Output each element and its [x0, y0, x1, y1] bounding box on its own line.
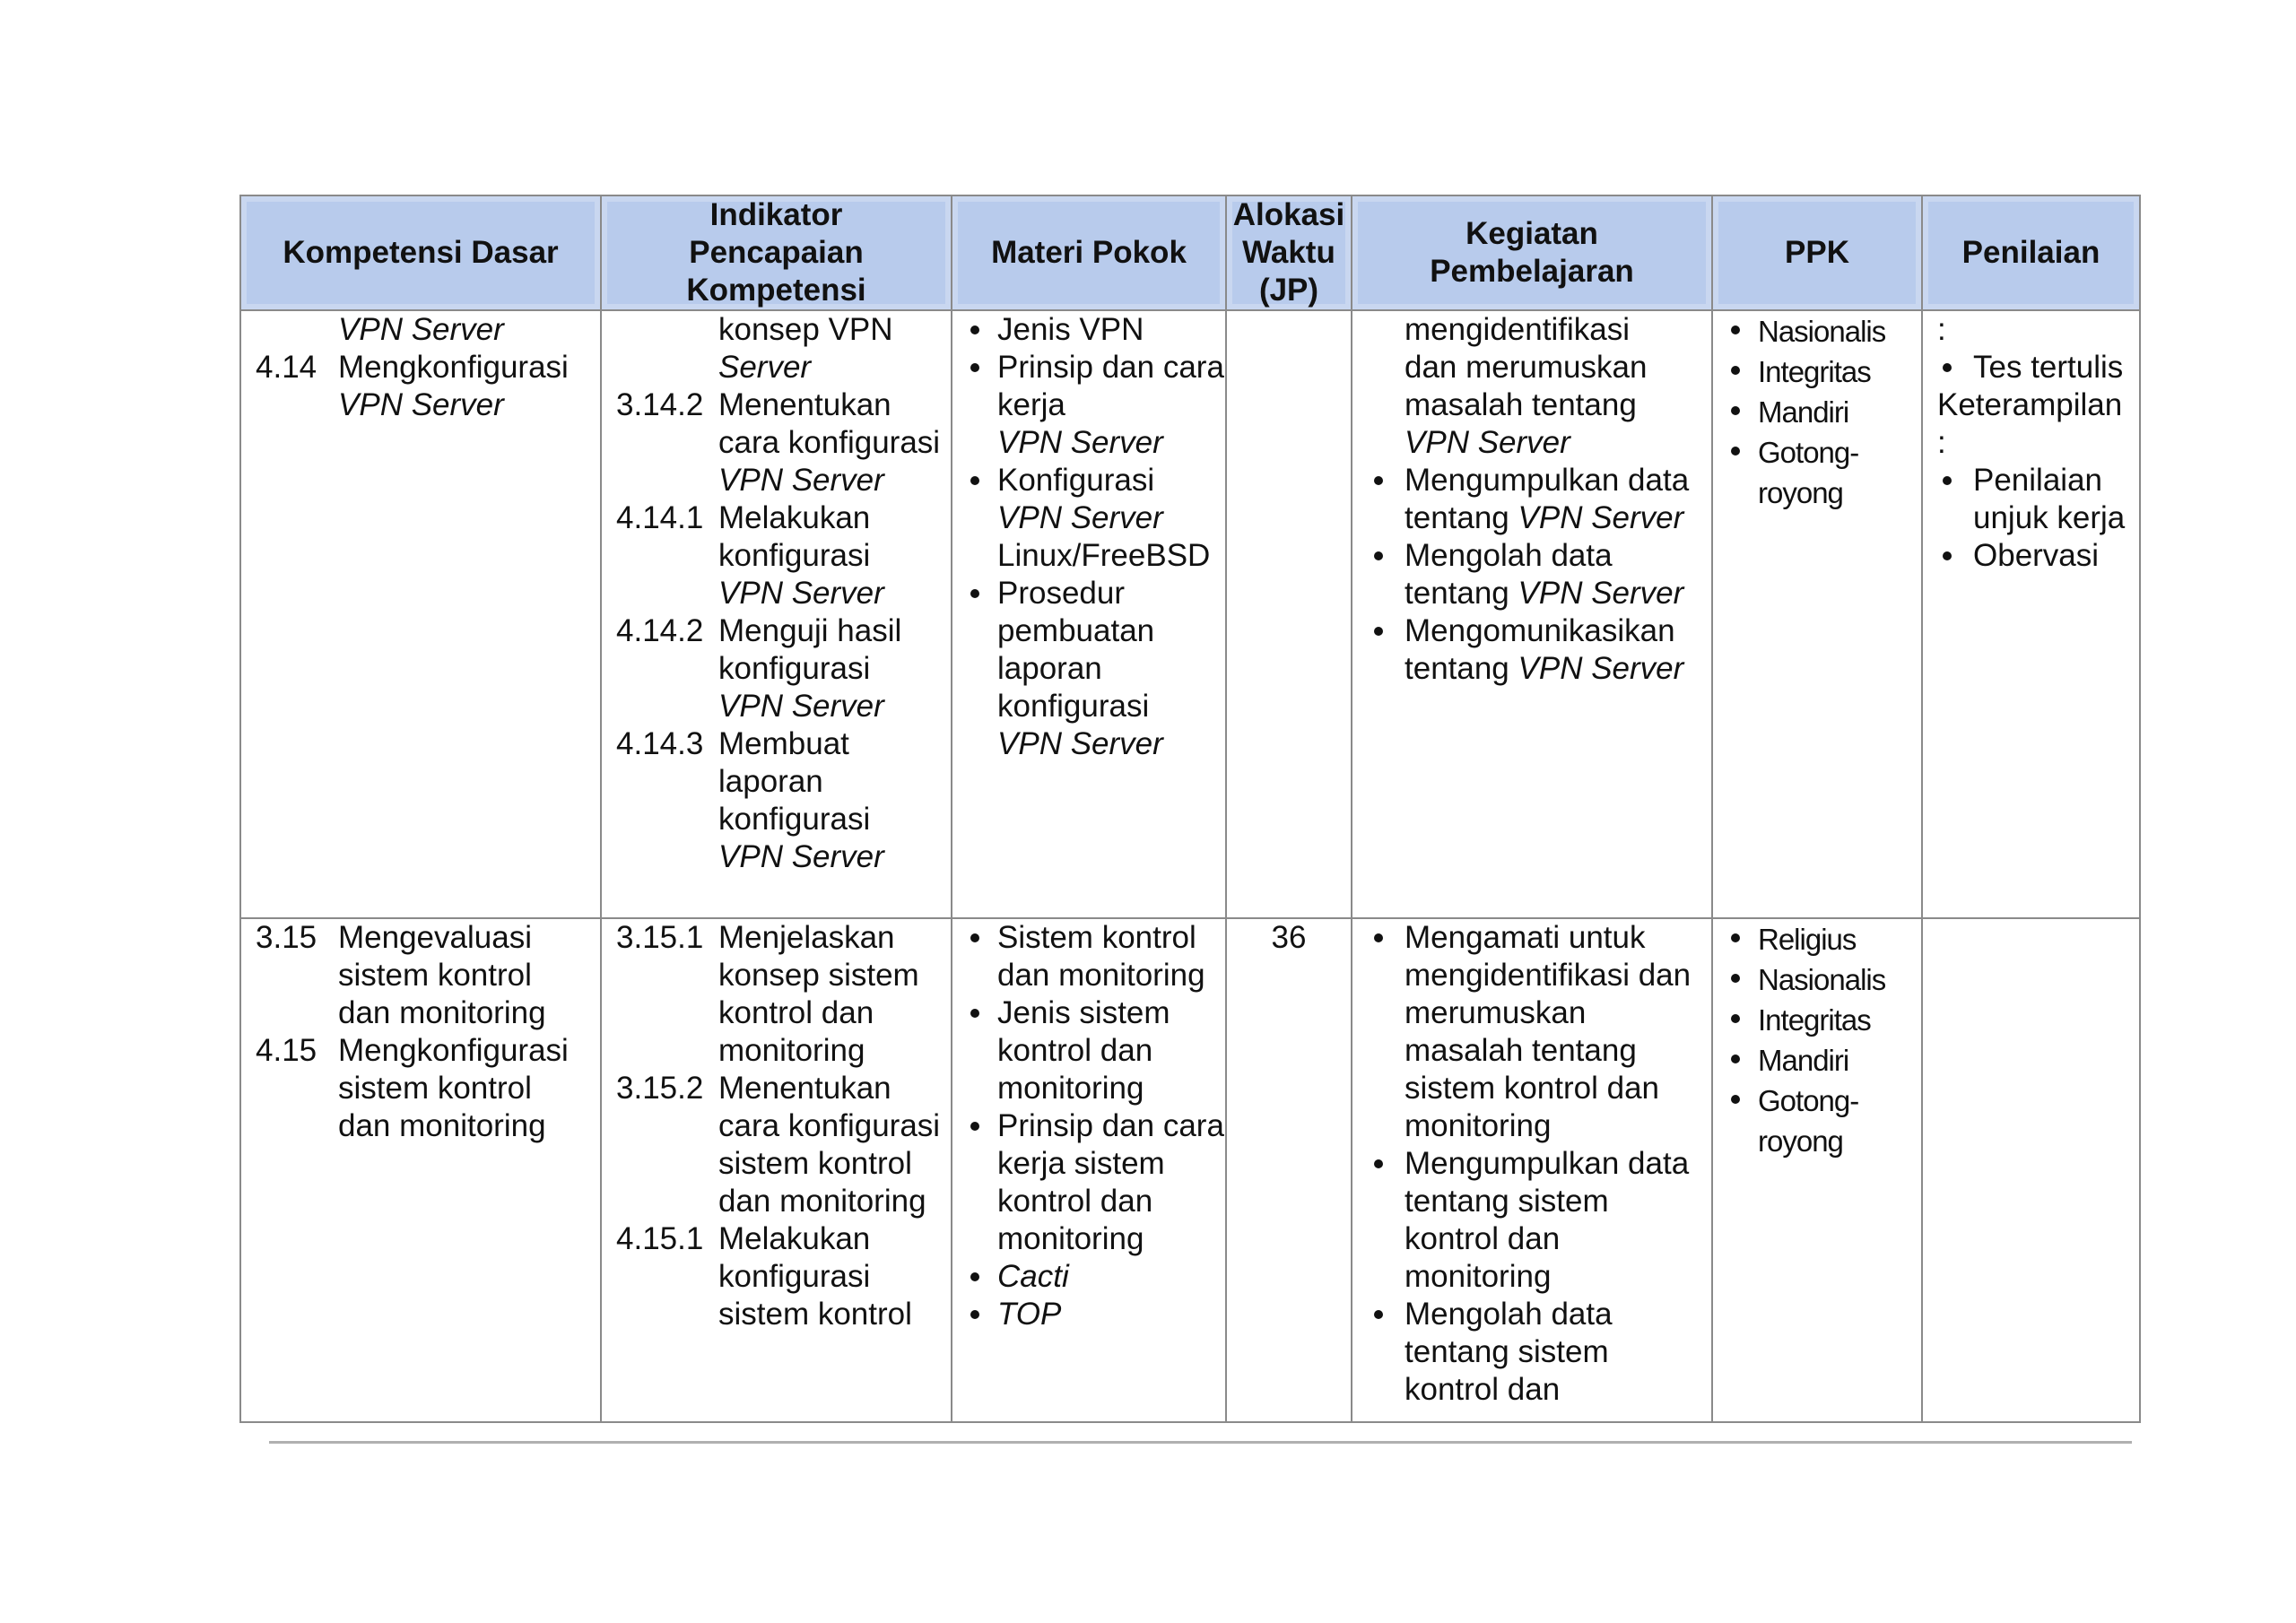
kd-item: [241, 1032, 600, 1145]
list-item: Tes tertulis: [1923, 349, 2139, 386]
header-penilaian-label: Penilaian: [1961, 235, 2100, 270]
cell-kegiatan-2: [1352, 918, 1712, 1422]
header-penilaian: [1922, 195, 2140, 310]
materi-text-after: Linux/FreeBSD: [997, 538, 1211, 573]
header-ppk: [1712, 195, 1922, 310]
materi-text-italic: VPN Server: [997, 726, 1163, 761]
kd-number: 3.15: [256, 920, 317, 955]
penilaian-heading: Keterampilan: [1937, 387, 2123, 422]
materi-list: [952, 311, 1225, 763]
cell-ppk-1: [1712, 310, 1922, 918]
ipk-text-main: Melakukan konfigurasi: [718, 500, 871, 573]
ipk-text-italic: VPN Server: [718, 839, 884, 874]
list-item: Prinsip dan cara kerja sistem kontrol dan monitoring: [952, 1107, 1225, 1258]
cell-penilaian-1: [1922, 310, 2140, 918]
header-alokasi-line-3: (JP): [1258, 273, 1319, 308]
list-item: Mengamati untuk mengidentifikasi dan merumuskan masalah tentang sistem kontrol dan monitoring: [1352, 919, 1711, 1145]
header-alokasi-line-2: Waktu: [1242, 235, 1335, 270]
materi-text-italic: VPN Server: [997, 500, 1163, 535]
kegiatan-text: Mengolah data tentang: [1405, 538, 1613, 611]
kegiatan-continued-text: [1352, 311, 1711, 462]
ipk-text-italic: VPN Server: [718, 463, 884, 498]
materi-list: [952, 919, 1225, 1333]
list-item: Mengolah data tentang sistem kontrol dan: [1352, 1296, 1711, 1409]
list-item: [1352, 537, 1711, 612]
kd-continued-text: VPN Server: [338, 312, 504, 347]
table-row-vpn: [240, 310, 2140, 918]
cell-ipk-1: [601, 310, 952, 918]
header-materi-pokok: [952, 195, 1226, 310]
ipk-item: [602, 919, 951, 1070]
header-materi-pokok-label: Materi Pokok: [991, 235, 1187, 270]
header-kompetensi-dasar-label: Kompetensi Dasar: [283, 235, 559, 270]
list-item: Penilaian unjuk kerja: [1923, 462, 2139, 537]
ipk-text: [718, 386, 951, 499]
kegiatan-continued-italic: VPN Server: [1405, 425, 1570, 460]
kd-text: [338, 349, 600, 424]
penilaian-colon: :: [1937, 312, 1946, 347]
ipk-continued-text: [602, 311, 951, 386]
kd-line: Mengevaluasi: [338, 920, 532, 955]
cell-ppk-2: [1712, 918, 1922, 1422]
cell-kd-2: [240, 918, 601, 1422]
kegiatan-continued-line: masalah tentang: [1405, 387, 1637, 422]
ipk-item: [602, 1070, 951, 1220]
list-item: Gotong-royong: [1713, 432, 1848, 513]
cell-kegiatan-1: [1352, 310, 1712, 918]
alokasi-value: 36: [1271, 920, 1307, 955]
ipk-number: 4.14.1: [616, 500, 704, 535]
kegiatan-text-italic: VPN Server: [1518, 576, 1684, 611]
cell-alokasi-1: [1226, 310, 1352, 918]
header-kegiatan-line-2: Pembelajaran: [1430, 254, 1634, 289]
table-header: [240, 195, 2140, 310]
header-alokasi-waktu: [1226, 195, 1352, 310]
list-item: [952, 575, 1225, 763]
cell-penilaian-2: [1922, 918, 2140, 1422]
cell-materi-1: [952, 310, 1226, 918]
ipk-item: [602, 612, 951, 725]
ipk-number: 3.15.2: [616, 1071, 704, 1106]
ppk-list: [1713, 919, 1921, 1161]
list-item: Mandiri: [1713, 1040, 1921, 1081]
kd-number: 4.14: [256, 350, 317, 385]
list-item: Integritas: [1713, 352, 1921, 392]
ipk-text: Menjelaskan konsep sistem kontrol dan monitoring: [718, 920, 919, 1068]
ipk-continued-line: Server: [718, 350, 812, 385]
list-item: [1352, 612, 1711, 688]
materi-text: Prosedur pembuatan laporan konfigurasi: [997, 576, 1155, 724]
ipk-number: 4.15.1: [616, 1221, 704, 1256]
kd-line: dan monitoring: [338, 995, 546, 1030]
kd-item: [241, 919, 600, 1032]
ipk-text-main: Membuat laporan konfigurasi: [718, 726, 871, 837]
cell-alokasi-2: [1226, 918, 1352, 1422]
kd-item: [241, 349, 600, 424]
list-item: Jenis sistem kontrol dan monitoring: [952, 994, 1225, 1107]
header-alokasi-line-1: Alokasi: [1232, 197, 1345, 232]
header-ppk-label: PPK: [1785, 235, 1849, 270]
ipk-number: 3.15.1: [616, 920, 704, 955]
kd-line: sistem kontrol: [338, 958, 532, 993]
list-item: Nasionalis: [1713, 311, 1921, 352]
kd-line: VPN Server: [338, 387, 504, 422]
ipk-item: [602, 386, 951, 499]
kd-text: [338, 1032, 600, 1145]
list-item: TOP: [952, 1296, 1225, 1333]
list-item: Cacti: [952, 1258, 1225, 1296]
penilaian-list-b: [1923, 462, 2139, 575]
ipk-text: Melakukan konfigurasi sistem kontrol: [718, 1221, 912, 1332]
table-body: [240, 310, 2140, 1422]
header-indikator: [601, 195, 952, 310]
ipk-text-main: Menentukan cara konfigurasi: [718, 387, 941, 460]
list-item: [1352, 462, 1711, 537]
kd-line: dan monitoring: [338, 1108, 546, 1143]
list-item: [952, 349, 1225, 462]
kd-line: Mengkonfigurasi: [338, 350, 569, 385]
materi-text: Jenis VPN: [997, 312, 1144, 347]
ipk-text-italic: VPN Server: [718, 689, 884, 724]
cell-ipk-2: [601, 918, 952, 1422]
penilaian-colon: :: [1937, 425, 1946, 460]
ipk-item: [602, 725, 951, 876]
list-item: Obervasi: [1923, 537, 2139, 575]
kd-line: Mengkonfigurasi: [338, 1033, 569, 1068]
ppk-list: [1713, 311, 1921, 513]
list-item: Mandiri: [1713, 392, 1921, 432]
kd-text: [338, 919, 600, 1032]
list-item: [952, 311, 1225, 349]
materi-text: Konfigurasi: [997, 463, 1155, 498]
cell-materi-2: [952, 918, 1226, 1422]
header-row: [240, 195, 2140, 310]
ipk-item: [602, 499, 951, 612]
ipk-text: [718, 612, 951, 725]
kegiatan-continued-line: dan merumuskan: [1405, 350, 1648, 385]
kegiatan-list: [1352, 462, 1711, 688]
cell-kd-1: [240, 310, 601, 918]
materi-text: Prinsip dan cara kerja: [997, 350, 1224, 422]
syllabus-table: [239, 195, 2141, 1423]
ipk-text-italic: VPN Server: [718, 576, 884, 611]
ipk-item: [602, 1220, 951, 1333]
header-indikator-line-2: Pencapaian: [689, 235, 864, 270]
ipk-text-main: Menguji hasil konfigurasi: [718, 613, 902, 686]
kegiatan-text-italic: VPN Server: [1518, 651, 1684, 686]
list-item: Sistem kontrol dan monitoring: [952, 919, 1225, 994]
kegiatan-text: Mengumpulkan data tentang: [1405, 463, 1690, 535]
kegiatan-continued-line: mengidentifikasi: [1405, 312, 1630, 347]
ipk-text: [718, 725, 951, 876]
kegiatan-text-italic: VPN Server: [1518, 500, 1684, 535]
footer-divider: [269, 1441, 2132, 1444]
list-item: Nasionalis: [1713, 959, 1921, 1000]
list-item: Religius: [1713, 919, 1921, 959]
ipk-continued-line: konsep VPN: [718, 312, 893, 347]
header-kompetensi-dasar: [240, 195, 601, 310]
list-item: [952, 462, 1225, 575]
materi-text-italic: VPN Server: [997, 425, 1163, 460]
ipk-number: 4.14.2: [616, 613, 704, 648]
kegiatan-text: Mengomunikasikan tentang: [1405, 613, 1675, 686]
kd-line: sistem kontrol: [338, 1071, 532, 1106]
header-indikator-line-1: Indikator: [709, 197, 843, 232]
ipk-text: [718, 499, 951, 612]
list-item: Mengumpulkan data tentang sistem kontrol dan monitoring: [1352, 1145, 1711, 1296]
ipk-number: 3.14.2: [616, 387, 704, 422]
kd-number: 4.15: [256, 1033, 317, 1068]
header-indikator-line-3: Kompetensi: [686, 273, 866, 308]
header-kegiatan-line-1: Kegiatan: [1465, 216, 1598, 251]
list-item: Integritas: [1713, 1000, 1921, 1040]
kegiatan-list: [1352, 919, 1711, 1409]
header-kegiatan: [1352, 195, 1712, 310]
penilaian-list-a: [1923, 349, 2139, 386]
table-row-monitoring: [240, 918, 2140, 1422]
ipk-text: Menentukan cara konfigurasi sistem kontrol dan monitoring: [718, 1071, 941, 1219]
list-item: Gotong-royong: [1713, 1081, 1848, 1161]
ipk-number: 4.14.3: [616, 726, 704, 761]
